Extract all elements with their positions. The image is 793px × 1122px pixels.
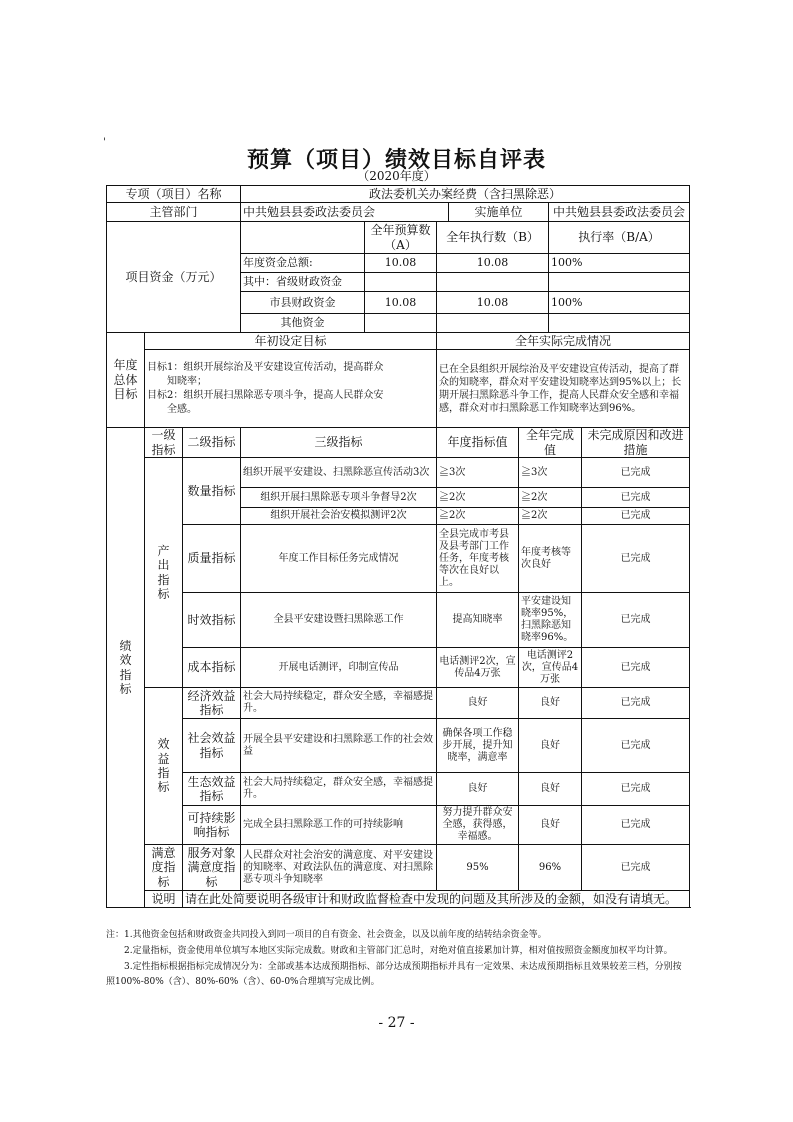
service-actual: 96% bbox=[519, 845, 582, 891]
ind-head-1: 一级指标 bbox=[145, 428, 183, 458]
row-sustain bbox=[107, 806, 690, 845]
funds-other-budget bbox=[365, 314, 437, 333]
cost-name: 开展电话测评，印制宣传品 bbox=[241, 648, 437, 688]
ind-head-4: 年度指标值 bbox=[437, 428, 519, 458]
benefit-label bbox=[145, 688, 183, 845]
dept-label: 主管部门 bbox=[107, 203, 241, 222]
goals-set-line-4: 全感。 bbox=[147, 403, 197, 415]
social-note: 已完成 bbox=[582, 719, 690, 773]
impl-label: 实施单位 bbox=[449, 203, 549, 222]
footnote-2: 2.定量指标，资金使用单位填写本地区实际完成数。财政和主管部门汇总时，对绝对值直接累加计算，相对值按照资金额度加权平均计算。 bbox=[106, 945, 673, 956]
benefit-char-3: 指 bbox=[157, 766, 170, 780]
service-name: 人民群众对社会治安的满意度、对平安建设的知晓率、对政法队伍的满意度、对扫黑除恶专项斗争知晓率 bbox=[241, 845, 437, 891]
social-target: 确保各项工作稳步开展，提升知晓率，满意率 bbox=[437, 719, 519, 773]
output-char-1: 产 bbox=[157, 543, 170, 558]
service-note: 已完成 bbox=[582, 845, 690, 891]
eco-note: 已完成 bbox=[582, 773, 690, 806]
funds-other-exec bbox=[437, 314, 549, 333]
sustain-target: 努力提升群众安全感，获得感，幸福感。 bbox=[437, 806, 519, 845]
row-quantity-1 bbox=[107, 458, 690, 488]
funds-label: 项目资金（万元） bbox=[107, 222, 241, 333]
q2-name: 组织开展扫黑除恶专项斗争督导2次 bbox=[241, 488, 437, 508]
funds-total-rate: 100% bbox=[549, 254, 690, 273]
page-title: 预算（项目）绩效目标自评表 bbox=[246, 147, 546, 173]
funds-other-rate bbox=[549, 314, 690, 333]
cost-target: 电话测评2次，宣传品4万张 bbox=[437, 648, 519, 688]
row-goals-head bbox=[107, 333, 690, 350]
sustain-label: 可持续影响指标 bbox=[183, 806, 241, 845]
funds-other-label: 其他资金 bbox=[241, 314, 365, 333]
funds-province-budget bbox=[365, 273, 437, 292]
benefit-char-2: 益 bbox=[157, 751, 170, 766]
benefit-char-1: 效 bbox=[157, 737, 170, 752]
row-department bbox=[107, 203, 690, 222]
ind-head-5: 全年完成值 bbox=[519, 428, 582, 458]
funds-head-exec: 全年执行数（B） bbox=[437, 222, 549, 254]
funds-county-rate: 100% bbox=[549, 292, 690, 314]
quality-note: 已完成 bbox=[582, 525, 690, 593]
goals-head-done: 全年实际完成情况 bbox=[437, 333, 690, 350]
output-char-2: 出 bbox=[157, 558, 170, 573]
row-economic bbox=[107, 688, 690, 719]
eco-target: 良好 bbox=[437, 773, 519, 806]
funds-total-exec: 10.08 bbox=[437, 254, 549, 273]
row-eco bbox=[107, 773, 690, 806]
eco-name: 社会大局持续稳定，群众安全感，幸福感提升。 bbox=[241, 773, 437, 806]
funds-county-budget: 10.08 bbox=[365, 292, 437, 314]
funds-total-label: 年度资金总额: bbox=[241, 254, 365, 273]
quality-actual: 年度考核等次良好 bbox=[519, 525, 582, 593]
row-ind-head bbox=[107, 428, 690, 458]
q2-note: 已完成 bbox=[582, 488, 690, 508]
explain-label: 说明 bbox=[145, 891, 183, 908]
row-goals-body bbox=[107, 350, 690, 428]
q3-actual: ≧2次 bbox=[519, 508, 582, 525]
funds-province-rate bbox=[549, 273, 690, 292]
row-service bbox=[107, 845, 690, 891]
social-actual: 良好 bbox=[519, 719, 582, 773]
timeliness-note: 已完成 bbox=[582, 593, 690, 648]
footnote-3: 3.定性指标根据指标完成情况分为：全部或基本达成预期指标、部分达成预期指标并具有一定效果、未达成预期指标且效果较差三档，分别按照100%-80%（含）、80%-60%（含）、60-0%合理填写完成比例。 bbox=[106, 961, 682, 987]
economic-name: 社会大局持续稳定，群众安全感，幸福感提升。 bbox=[241, 688, 437, 719]
economic-label: 经济效益指标 bbox=[183, 688, 241, 719]
row-cost bbox=[107, 648, 690, 688]
dept-value: 中共勉县县委政法委员会 bbox=[241, 203, 449, 222]
ind-head-3: 三级指标 bbox=[241, 428, 437, 458]
quality-name: 年度工作目标任务完成情况 bbox=[241, 525, 437, 593]
indicators-side-label bbox=[107, 428, 145, 908]
mark-tick: ' bbox=[103, 137, 106, 148]
cost-label: 成本指标 bbox=[183, 648, 241, 688]
q1-actual: ≧3次 bbox=[519, 458, 582, 488]
funds-county-exec: 10.08 bbox=[437, 292, 549, 314]
ind-side-char-2: 效 bbox=[119, 653, 132, 668]
footnote-1: 注：1.其他资金包括和财政资金共同投入到同一项目的自有资金、社会资金，以及以前年度的结转结余资金等。 bbox=[106, 930, 547, 940]
q3-target: ≧2次 bbox=[437, 508, 519, 525]
eco-actual: 良好 bbox=[519, 773, 582, 806]
economic-actual: 良好 bbox=[519, 688, 582, 719]
timeliness-actual: 平安建设知晓率95%，扫黑除恶知晓率96%。 bbox=[519, 593, 582, 648]
q1-name: 组织开展平安建设、扫黑除恶宣传活动3次 bbox=[241, 458, 437, 488]
page-subtitle: （2020年度） bbox=[357, 169, 436, 183]
social-name: 开展全县平安建设和扫黑除恶工作的社会效益 bbox=[241, 719, 437, 773]
sustain-actual: 良好 bbox=[519, 806, 582, 845]
project-name-label: 专项（项目）名称 bbox=[107, 186, 241, 203]
project-name-value: 政法委机关办案经费（含扫黑除恶） bbox=[241, 186, 690, 203]
economic-target: 良好 bbox=[437, 688, 519, 719]
q2-target: ≧2次 bbox=[437, 488, 519, 508]
ind-head-6: 未完成原因和改进措施 bbox=[582, 428, 690, 458]
output-char-4: 标 bbox=[157, 586, 170, 601]
quality-label: 质量指标 bbox=[183, 525, 241, 593]
service-label: 服务对象满意度指标 bbox=[183, 845, 241, 891]
funds-province-exec bbox=[437, 273, 549, 292]
ind-side-char-1: 绩 bbox=[119, 638, 132, 653]
ind-side-char-3: 指 bbox=[119, 667, 132, 682]
q2-actual: ≧2次 bbox=[519, 488, 582, 508]
output-char-3: 指 bbox=[157, 572, 170, 587]
row-project-name bbox=[107, 186, 690, 203]
goals-label-line-3: 目标 bbox=[113, 387, 138, 402]
cost-note: 已完成 bbox=[582, 648, 690, 688]
funds-head-blank bbox=[241, 222, 365, 254]
row-funds-head bbox=[107, 222, 690, 254]
timeliness-label: 时效指标 bbox=[183, 593, 241, 648]
sustain-name: 完成全县扫黑除恶工作的可持续影响 bbox=[241, 806, 437, 845]
q1-target: ≧3次 bbox=[437, 458, 519, 488]
social-label: 社会效益指标 bbox=[183, 719, 241, 773]
ind-side-char-4: 标 bbox=[119, 681, 132, 696]
goals-set-text bbox=[145, 350, 437, 428]
ind-head-2: 二级指标 bbox=[183, 428, 241, 458]
q1-note: 已完成 bbox=[582, 458, 690, 488]
goals-label-line-2: 总体 bbox=[113, 372, 138, 387]
sustain-note: 已完成 bbox=[582, 806, 690, 845]
service-target: 95% bbox=[437, 845, 519, 891]
row-timeliness bbox=[107, 593, 690, 648]
row-social bbox=[107, 719, 690, 773]
funds-province-label: 其中：省级财政资金 bbox=[241, 273, 365, 292]
funds-head-budget: 全年预算数（A） bbox=[365, 222, 437, 254]
row-quality bbox=[107, 525, 690, 593]
goals-done-text: 已在全县组织开展综治及平安建设宣传活动，提高了群众的知晓率，群众对平安建设知晓率达到95%以上；长期开展扫黑除恶斗争工作，提高人民群众安全感和幸福感，群众对市扫黑除恶工作知晓率达到96%。 bbox=[437, 350, 690, 428]
funds-total-budget: 10.08 bbox=[365, 254, 437, 273]
funds-head-rate: 执行率（B/A） bbox=[549, 222, 690, 254]
page-number: - 27 - bbox=[378, 1015, 415, 1031]
quantity-label: 数量指标 bbox=[183, 458, 241, 525]
q3-note: 已完成 bbox=[582, 508, 690, 525]
funds-county-label: 市县财政资金 bbox=[241, 292, 365, 314]
benefit-char-4: 标 bbox=[157, 780, 170, 795]
eco-label: 生态效益指标 bbox=[183, 773, 241, 806]
goals-set-line-3: 目标2：组织开展扫黑除恶专项斗争，提高人民群众安 bbox=[147, 389, 384, 401]
timeliness-target: 提高知晓率 bbox=[437, 593, 519, 648]
explain-text: 请在此处简要说明各级审计和财政监督检查中发现的问题及其所涉及的金额，如没有请填无。 bbox=[183, 891, 690, 908]
footnotes bbox=[106, 928, 689, 990]
goals-head-set: 年初设定目标 bbox=[145, 333, 437, 350]
output-label bbox=[145, 458, 183, 688]
quality-target: 全县完成市考县及县考部门工作任务，年度考核等次在良好以上。 bbox=[437, 525, 519, 593]
impl-value: 中共勉县县委政法委员会 bbox=[549, 203, 690, 222]
economic-note: 已完成 bbox=[582, 688, 690, 719]
timeliness-name: 全县平安建设暨扫黑除恶工作 bbox=[241, 593, 437, 648]
satisfaction-label: 满意度指标 bbox=[145, 845, 183, 891]
goals-label bbox=[107, 333, 145, 428]
goals-set-line-2: 知晓率； bbox=[147, 375, 207, 387]
goals-set-line-1: 目标1：组织开展综治及平安建设宣传活动，提高群众 bbox=[147, 361, 384, 373]
cost-actual: 电话测评2次，宣传品4万张 bbox=[519, 648, 582, 688]
q3-name: 组织开展社会治安模拟测评2次 bbox=[241, 508, 437, 525]
self-evaluation-table bbox=[106, 185, 690, 908]
row-explain bbox=[107, 891, 690, 908]
goals-label-line-1: 年度 bbox=[113, 358, 138, 373]
